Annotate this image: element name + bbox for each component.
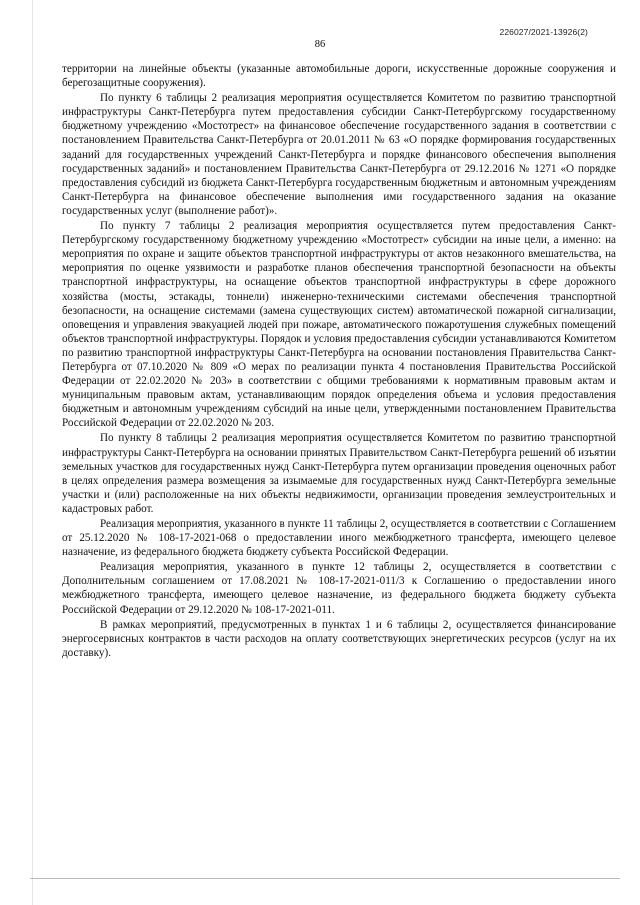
page-number: 86 [314,39,326,50]
paragraph-energy-contracts: В рамках мероприятий, предусмотренных в пунктах 1 и 6 таблицы 2, осуществляется финансирование энергосервисных контрактов в части расходов на оплату соответствующих энергетических ресурсов (услуг на их доставку). [62,618,616,659]
paragraph-item-7: По пункту 7 таблицы 2 реализация мероприятия осуществляется путем предоставления Санкт-Петербургскому государственному бюджетному учреждению «Мостотрест» субсидии на иные цели, а именно: на мероприятия по охране и защите объектов транспортной инфраструктуры от актов незаконного вмешательства, на мероприятия по оценке уязвимости и разработке планов обеспечения транспортной безопасности на объекты транспортной инфраструктуры, на оснащение объектов транспортной инфраструктуры в сфере дорожного хозяйства (мосты, эстакады, тоннели) инженерно-техническими системами обеспечения транспортной безопасности, на оснащение системами (замена существующих систем) автоматической пожарной сигнализации, оповещения и управления эвакуацией людей при пожаре, автоматического пожаротушения служебных помещений объектов транспортной инфраструктуры. Порядок и условия предоставления субсидии устанавливаются Комитетом по развитию транспортной инфраструктуры Санкт-Петербурга на основании постановления Правительства Санкт-Петербурга от 07.10.2020 № 809 «О мерах по реализации пункта 4 постановления Правительства Российской Федерации от 22.02.2020 № 203» в соответствии с общими требованиями к нормативным правовым актам и муниципальным правовым актам, устанавливающим порядок определения объема и условия предоставления бюджетным и автономным учреждениям субсидий на иные цели, утвержденными постановлением Правительства Российской Федерации от 22.02.2020 № 203. [62,220,616,430]
scan-left-edge [32,0,33,905]
scan-bottom-edge [30,878,620,879]
paragraph-item-11: Реализация мероприятия, указанного в пункте 11 таблицы 2, осуществляется в соответствии с Соглашением от 25.12.2020 № 108-17-2021-068 о предоставлении иного межбюджетного трансферта, имеющего целевое назначение, из федерального бюджета бюджету субъекта Российской Федерации. [62,518,616,559]
paragraph-item-12: Реализация мероприятия, указанного в пункте 12 таблицы 2, осуществляется в соответствии с Дополнительным соглашением от 17.08.2021 № 108-17-2021-011/3 к Соглашению о предоставлении иного межбюджетного трансферта, имеющего целевое назначение, из федерального бюджета бюджету субъекта Российской Федерации от 29.12.2020 № 108-17-2021-011. [62,561,616,616]
paragraph-continuation: территории на линейные объекты (указанные автомобильные дороги, искусственные дорожные сооружения и берегозащитные сооружения). [62,63,616,90]
paragraph-item-6: По пункту 6 таблицы 2 реализация мероприятия осуществляется Комитетом по развитию транспортной инфраструктуры Санкт-Петербурга путем предоставления субсидии Санкт-Петербургскому государственному бюджетному учреждению «Мостотрест» на финансовое обеспечение государственного задания в соответствии с постановлением Правительства Санкт-Петербурга от 20.01.2011 № 63 «О порядке формирования государственных заданий для государственных учреждений Санкт-Петербурга и порядке финансового обеспечения выполнения государственных заданий» и постановлением Правительства Санкт-Петербурга от 29.12.2016 № 1271 «О порядке предоставления субсидий из бюджета Санкт-Петербурга государственным бюджетным и автономным учреждениям Санкт-Петербурга на финансовое обеспечение выполнения ими государственного задания на оказание государственных услуг (выполнение работ)». [62,92,616,217]
paragraph-item-8: По пункту 8 таблицы 2 реализация мероприятия осуществляется Комитетом по развитию транспортной инфраструктуры Санкт-Петербурга на основании принятых Правительством Санкт-Петербурга решений об изъятии земельных участков для государственных нужд Санкт-Петербурга путем организации проведения оценочных работ в целях определения размера возмещения за изымаемые для государственных нужд Санкт-Петербурга земельные участки и (или) расположенные на них объекты недвижимости, организации проведения землеустроительных и кадастровых работ. [62,432,616,515]
document-body [62,62,616,661]
document-registration-number: 226027/2021-13926(2) [499,27,588,37]
